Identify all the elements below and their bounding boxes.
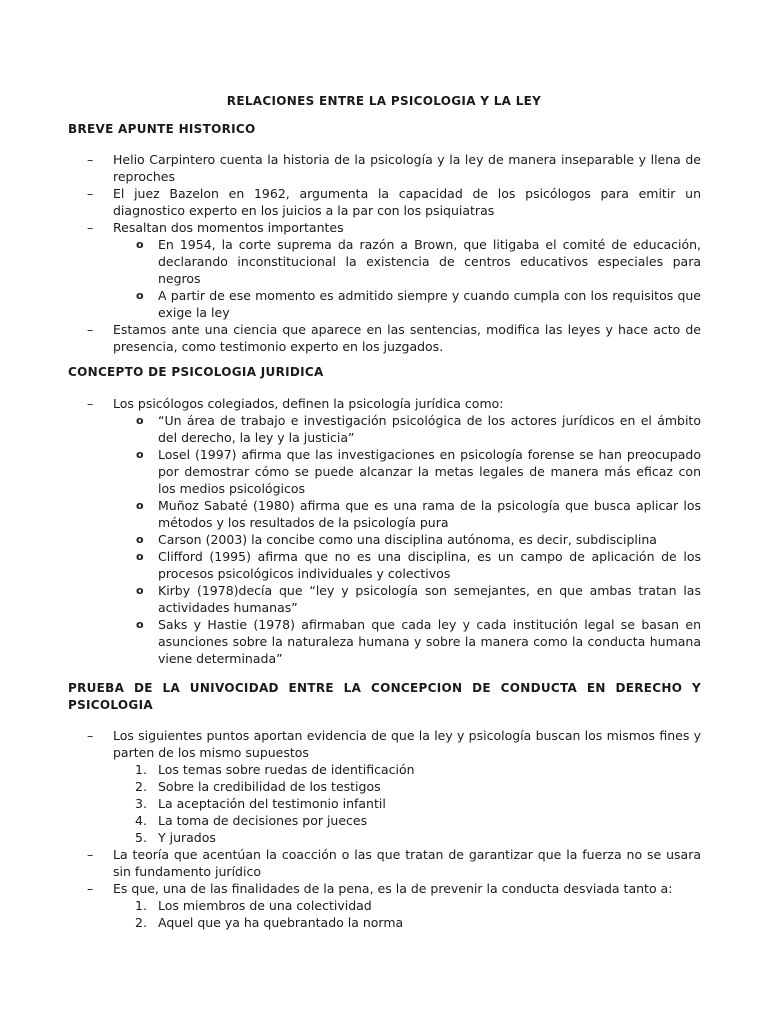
list-item: – Helio Carpintero cuenta la historia de la psicología y la ley de manera inseparable y llena de reproches	[68, 151, 701, 185]
numbered-item: 4. La toma de decisiones por jueces	[135, 813, 368, 828]
bullet-list	[68, 395, 701, 667]
sub-list-item: o Kirby (1978)decía que “ley y psicología son semejantes, en que ambas tratan las actividades humanas”	[113, 582, 701, 616]
sub-list-item: o En 1954, la corte suprema da razón a Brown, que litigaba el comité de educación, declarando inconstitucional la existencia de centros educativos especiales para negros	[113, 236, 701, 287]
list-item: – Estamos ante una ciencia que aparece en las sentencias, modifica las leyes y hace acto de presencia, como testimonio experto en los juzgados.	[68, 321, 701, 355]
numbered-item: 2. Sobre la credibilidad de los testigos	[135, 779, 381, 794]
numbered-item: 5. Y jurados	[135, 830, 216, 845]
numbered-item: 2. Aquel que ya ha quebrantado la norma	[135, 915, 404, 930]
section-heading: BREVE APUNTE HISTORICO	[68, 122, 256, 136]
section-heading: CONCEPTO DE PSICOLOGIA JURIDICA	[68, 365, 324, 379]
document-title: RELACIONES ENTRE LA PSICOLOGIA Y LA LEY	[226, 94, 542, 108]
numbered-list	[113, 897, 701, 931]
sub-bullet-list	[113, 412, 701, 667]
list-item: – La teoría que acentúan la coacción o las que tratan de garantizar que la fuerza no se usara sin fundamento jurídico	[68, 846, 701, 880]
list-item: – El juez Bazelon en 1962, argumenta la capacidad de los psicólogos para emitir un diagnostico experto en los juicios a la par con los psiquiatras	[68, 185, 701, 219]
numbered-item: 1. Los miembros de una colectividad	[135, 898, 372, 913]
list-item: – Es que, una de las finalidades de la pena, es la de prevenir la conducta desviada tanto a: 1. Los miembros de una colectividad 2. Aquel que ya ha quebrantado la norma	[68, 880, 701, 931]
sub-list-item: o Losel (1997) afirma que las investigaciones en psicología forense se han preocupado por demostrar cómo se puede alcanzar la metas legales de manera más eficaz con los medios psicológicos	[113, 446, 701, 497]
sub-list-item: o Clifford (1995) afirma que no es una disciplina, es un campo de aplicación de los procesos psicológicos individuales y colectivos	[113, 548, 701, 582]
list-item: – Los psicólogos colegiados, definen la psicología jurídica como: o “Un área de trabajo e investigación psicológica de los actores jurídicos en el ámbito del derecho, la ley y la justicia” o Losel (1997) afirma que las investigaciones en psicología forense se han preocupado por demostrar cómo se puede alcanzar la metas legales de manera más eficaz con los medios psicológicos o Muñoz Sabaté (1980) afirma que es una rama de la psicología que busca aplicar los métodos y los resultados de la psicología pura o Carson (2003) la concibe como una disciplina autónoma, es decir, subdisciplina o Clifford (1995) afirma que no es una disciplina, es un campo de aplicación de los procesos psicológicos individuales y colectivos o Kirby (1978)decía que “ley y psicología son semejantes, en que ambas tratan las actividades humanas” o Saks y Hastie (1978) afirmaban que cada ley y cada institución legal se basan en asunciones sobre la naturaleza humana y sobre la manera como la conducta humana viene determinada”	[68, 395, 701, 667]
sub-list-item: o “Un área de trabajo e investigación psicológica de los actores jurídicos en el ámbito del derecho, la ley y la justicia”	[113, 412, 701, 446]
sub-bullet-list	[113, 236, 701, 321]
numbered-item: 3. La aceptación del testimonio infantil	[135, 796, 386, 811]
section-concepto	[68, 364, 701, 667]
sub-list-item: o A partir de ese momento es admitido siempre y cuando cumpla con los requisitos que exige la ley	[113, 287, 701, 321]
section-heading: PRUEBA DE LA UNIVOCIDAD ENTRE LA CONCEPCION DE CONDUCTA EN DERECHO Y PSICOLOGIA	[68, 681, 701, 712]
list-item: – Resaltan dos momentos importantes o En 1954, la corte suprema da razón a Brown, que litigaba el comité de educación, declarando inconstitucional la existencia de centros educativos especiales para negros o A partir de ese momento es admitido siempre y cuando cumpla con los requisitos que exige la ley	[68, 219, 701, 321]
section-prueba-univocidad	[68, 680, 701, 931]
sub-list-item: o Carson (2003) la concibe como una disciplina autónoma, es decir, subdisciplina	[113, 531, 701, 548]
sub-list-item: o Muñoz Sabaté (1980) afirma que es una rama de la psicología que busca aplicar los métodos y los resultados de la psicología pura	[113, 497, 701, 531]
numbered-list	[113, 761, 701, 846]
bullet-list	[68, 727, 701, 931]
sub-list-item: o Saks y Hastie (1978) afirmaban que cada ley y cada institución legal se basan en asunciones sobre la naturaleza humana y sobre la manera como la conducta humana viene determinada”	[113, 616, 701, 667]
numbered-item: 1. Los temas sobre ruedas de identificación	[135, 762, 415, 777]
bullet-list	[68, 151, 701, 355]
section-breve-apunte	[68, 121, 701, 355]
list-item: – Los siguientes puntos aportan evidencia de que la ley y psicología buscan los mismos fines y parten de los mismo supuestos 1. Los temas sobre ruedas de identificación 2. Sobre la credibilidad de los testigos 3. La aceptación del testimonio infantil 4. La toma de decisiones por jueces 5. Y jurados	[68, 727, 701, 846]
